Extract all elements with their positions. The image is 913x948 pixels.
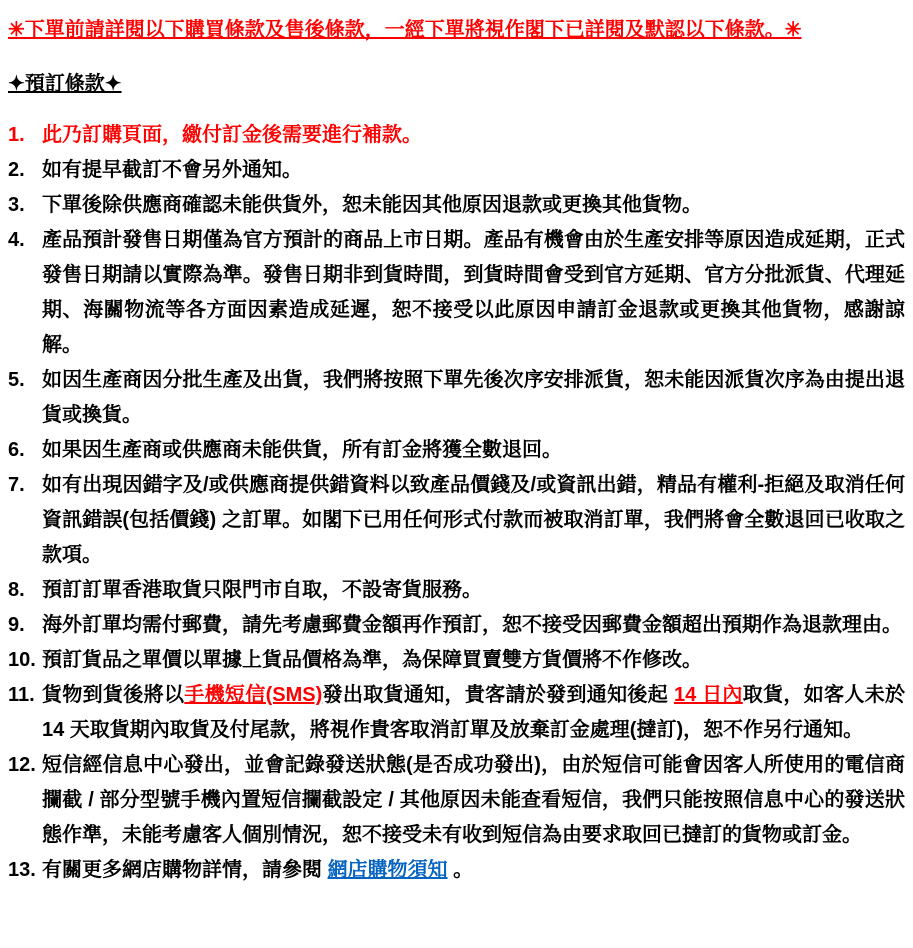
term-text: 短信經信息中心發出，並會記錄發送狀態(是否成功發出)，由於短信可能會因客人所使用的電信商攔截 / 部分型號手機內置短信攔截設定 / 其他原因未能查看短信，我們只能按照信息中心的發送狀態作準，未能考慮客人個別情況，恕不接受未有收到短信為由要求取回已撻訂的貨物或訂金。 [42, 754, 905, 846]
term-item-1 [8, 118, 905, 153]
term-number: 3. [8, 194, 25, 216]
term-item-12 [8, 748, 905, 853]
term-text: 此乃訂購頁面，繳付訂金後需要進行補款。 [42, 124, 422, 146]
term-text: 如果因生產商或供應商未能供貨，所有訂金將獲全數退回。 [42, 439, 562, 461]
term-item-8 [8, 573, 905, 608]
term-number: 1. [8, 124, 25, 146]
term-text: 預訂訂單香港取貨只限門市自取，不設寄貨服務。 [42, 579, 482, 601]
terms-list [8, 118, 905, 888]
term-text: 預訂貨品之單價以單據上貨品價格為準，為保障買賣雙方貨價將不作修改。 [42, 649, 702, 671]
shop-guide-link[interactable]: 網店購物須知 [327, 859, 448, 881]
term-number: 6. [8, 439, 25, 461]
term-item-13 [8, 853, 905, 888]
term-number: 4. [8, 229, 25, 251]
term-text: 貨物到貨後將以 [42, 684, 185, 706]
term-number: 12. [8, 754, 36, 776]
term-number: 5. [8, 369, 25, 391]
term-item-9 [8, 608, 905, 643]
term-number: 7. [8, 474, 25, 496]
term-text: 如有出現因錯字及/或供應商提供錯資料以致產品價錢及/或資訊出錯，精品有權利-拒絕及取消任何資訊錯誤(包括價錢) 之訂單。如閣下已用任何形式付款而被取消訂單，我們將會全數退回已收取之款項。 [42, 474, 905, 566]
term-number: 11. [8, 684, 35, 706]
term-item-4 [8, 223, 905, 363]
sms-pickup-notice-highlight: 手機短信(SMS) [184, 684, 323, 706]
term-item-11 [8, 678, 905, 748]
term-number: 13. [8, 859, 36, 881]
term-text: 。 [447, 859, 474, 881]
term-text: 發出取貨通知，貴客請於發到通知後起 [322, 684, 674, 706]
term-item-10 [8, 643, 905, 678]
term-item-2 [8, 153, 905, 188]
term-item-3 [8, 188, 905, 223]
term-number: 2. [8, 159, 25, 181]
term-text: 產品預計發售日期僅為官方預計的商品上市日期。產品有機會由於生產安排等原因造成延期，正式發售日期請以實際為準。發售日期非到貨時間，到貨時間會受到官方延期、官方分批派貨、代理延期、海關物流等各方面因素造成延遲，恕不接受以此原因申請訂金退款或更換其他貨物，感謝諒解。 [42, 229, 905, 356]
term-item-5 [8, 363, 905, 433]
term-text: 海外訂單均需付郵費，請先考慮郵費金額再作預訂，恕不接受因郵費金額超出預期作為退款理由。 [42, 614, 902, 636]
term-text: 如有提早截訂不會另外通知。 [42, 159, 302, 181]
term-item-6 [8, 433, 905, 468]
term-text: 如因生產商因分批生產及出貨，我們將按照下單先後次序安排派貨，恕未能因派貨次序為由提出退貨或換貨。 [42, 369, 905, 426]
pickup-deadline-highlight: 14 日內 [673, 684, 743, 706]
term-text: 下單後除供應商確認未能供貨外，恕未能因其他原因退款或更換其他貨物。 [42, 194, 702, 216]
term-number: 10. [8, 649, 36, 671]
term-text: 取貨，如客人未於14 天取貨期內取貨及付尾款，將視作貴客取消訂單及放棄訂金處理(撻訂)，恕不作另行通知。 [42, 684, 906, 741]
section-title-preorder-terms: ✦預訂條款✦ [8, 73, 122, 95]
term-text: 有關更多網店購物詳情，請參閱 [42, 859, 328, 881]
term-item-7 [8, 468, 905, 573]
term-number: 8. [8, 579, 25, 601]
term-number: 9. [8, 614, 25, 636]
page-title-notice: ✳下單前請詳閱以下購買條款及售後條款，一經下單將視作閣下已詳閱及默認以下條款。✳ [8, 19, 802, 41]
